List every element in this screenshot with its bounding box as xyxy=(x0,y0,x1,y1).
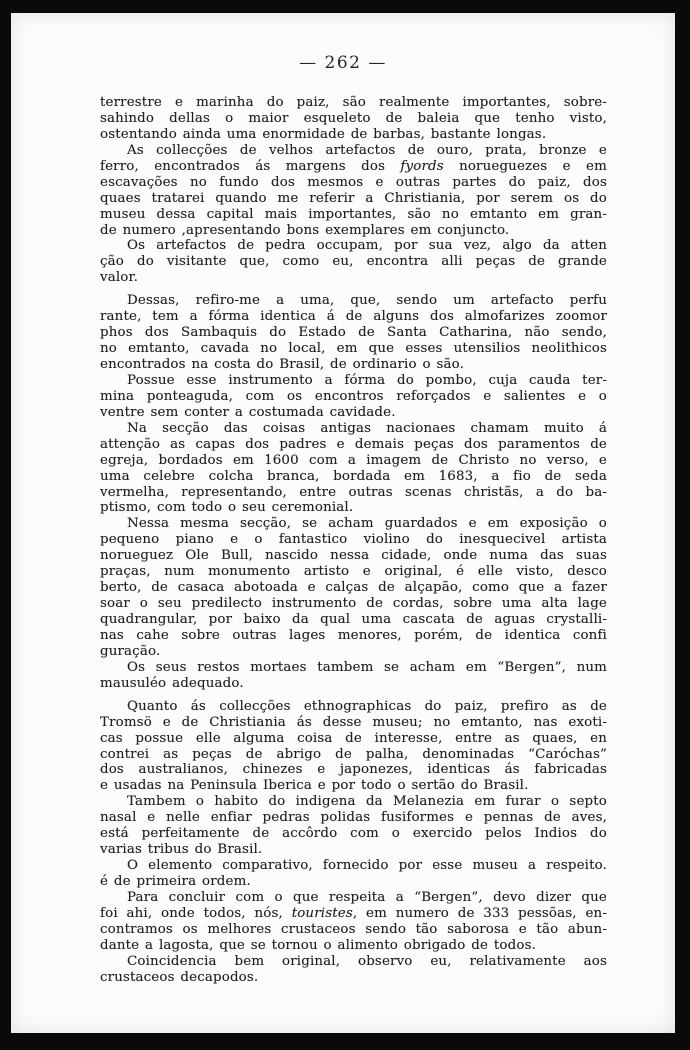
text-line: ptismo, com todo o seu ceremonial. xyxy=(100,500,354,516)
text-line: phos dos Sambaquis do Estado de Santa Catharina, não sendo, xyxy=(100,325,607,341)
text-line: escavações no fundo dos mesmos e outras partes do paiz, dos xyxy=(100,174,607,190)
text-line: quaes tratarei quando me referir a Christiania, por serem os do xyxy=(100,190,607,206)
text-line: dante a lagosta, que se tornou o alimento obrigado de todos. xyxy=(100,937,537,953)
text-line: soar o seu predilecto instrumento de cordas, sobre uma alta lage xyxy=(100,596,607,612)
text-line: pequeno piano e o fantastico violino do inesquecivel artista xyxy=(100,532,607,548)
book-page xyxy=(11,13,675,1033)
text-line: sahindo dellas o maior esqueleto de baleia que tenho visto, xyxy=(100,110,607,126)
text-line: Possue esse instrumento a fórma do pombo, cuja cauda ter- xyxy=(127,372,607,388)
text-line: ostentando ainda uma enormidade de barbas, bastante longas. xyxy=(100,126,547,142)
text-line: foi ahi, onde todos, nós, touristes, em numero de 333 pessõas, en- xyxy=(100,905,607,921)
text-line: uma celebre colcha branca, bordada em 1683, a fio de seda xyxy=(100,468,607,484)
text-line: praças, num monumento artisto e original, é elle visto, desco xyxy=(100,564,607,580)
text-line: crustaceos decapodos. xyxy=(100,969,259,985)
text-line: nasal e nelle enfiar pedras polidas fusiformes e pennas de aves, xyxy=(100,810,607,826)
text-line: Para concluir com o que respeita a “Bergen”, devo dizer que xyxy=(127,889,607,905)
page-text-block xyxy=(100,95,607,986)
text-line: museu dessa capital mais importantes, são no emtanto em gran- xyxy=(100,206,607,222)
page-number: — 262 — xyxy=(299,53,387,73)
text-line: berto, de casaca abotoada e calças de alçapão, como que a fazer xyxy=(100,580,607,596)
text-line: attenção as capas dos padres e demais peças dos paramentos de xyxy=(100,436,607,452)
text-line: norueguez Ole Bull, nascido nessa cidade, onde numa das suas xyxy=(100,548,607,564)
text-line: vermelha, representando, entre outras scenas christãs, a do ba- xyxy=(100,484,607,500)
text-line: egreja, bordados em 1600 com a imagem de Christo no verso, e xyxy=(100,452,607,468)
text-line: mausuléo adequado. xyxy=(100,675,244,691)
text-line: encontrados na costa do Brasil, de ordinario o são. xyxy=(100,357,465,372)
text-line: valor. xyxy=(100,270,138,286)
text-line: guração. xyxy=(100,643,161,659)
text-line: ção do visitante que, como eu, encontra alli peças de grande xyxy=(100,254,607,270)
text-line: de numero ,apresentando bons exemplares em conjuncto. xyxy=(100,222,510,238)
text-line: Dessas, refiro-me a uma, que, sendo um artefacto perfu xyxy=(127,293,607,309)
text-line: Tambem o habito do indigena da Melanezia em furar o septo xyxy=(127,794,607,810)
text-line: contramos os melhores crustaceos sendo tão saborosa e tão abun- xyxy=(100,921,607,937)
text-line: ventre sem conter a costumada cavidade. xyxy=(100,404,396,420)
text-line: está perfeitamente de accôrdo com o exercido pelos Indios do xyxy=(100,826,607,842)
text-line: Tromsö e de Christiania ás desse museu; no emtanto, nas exoti- xyxy=(100,714,607,730)
text-line: Nessa mesma secção, se acham guardados e em exposição o xyxy=(127,516,607,532)
text-line: e usadas na Peninsula Iberica e por todo o sertão do Brasil. xyxy=(100,778,529,794)
text-line: Coincidencia bem original, observo eu, relativamente aos xyxy=(127,953,607,969)
text-line: no emtanto, cavada no local, em que esses utensilios neolithicos xyxy=(100,341,607,357)
text-line: quadrangular, por baixo da qual uma cascata de aguas crystalli- xyxy=(100,612,607,627)
text-line: rante, tem a fórma identica á de alguns dos almofarizes zoomor xyxy=(100,309,607,325)
text-line: mina ponteaguda, com os encontros reforçados e salientes e o xyxy=(100,388,607,404)
text-line: Os seus restos mortaes tambem se acham em “Bergen”, num xyxy=(127,659,607,675)
text-line: ferro, encontrados ás margens dos fyords norueguezes e em xyxy=(100,158,607,174)
text-line: dos australianos, chinezes e japonezes, identicas ás fabricadas xyxy=(100,762,607,778)
text-line: terrestre e marinha do paiz, são realmente importantes, sobre- xyxy=(100,95,607,110)
text-line: O elemento comparativo, fornecido por esse museu a respeito. xyxy=(127,858,607,874)
text-line: As collecções de velhos artefactos de ouro, prata, bronze e xyxy=(127,142,607,158)
text-line: Os artefactos de pedra occupam, por sua vez, algo da atten xyxy=(127,238,607,254)
text-line: cas possue elle alguma coisa de interesse, entre as quaes, en xyxy=(100,730,607,746)
text-line: Quanto ás collecções ethnographicas do paiz, prefiro as de xyxy=(127,698,607,714)
text-line: varias tribus do Brasil. xyxy=(100,842,263,858)
text-line: Na secção das coisas antigas nacionaes chamam muito á xyxy=(127,420,607,436)
text-line: nas cahe sobre outras lages menores, porém, de identica confi xyxy=(100,627,607,643)
text-line: é de primeira ordem. xyxy=(100,874,251,889)
text-line: contrei as peças de abrigo de palha, denominadas “Caróchas” xyxy=(100,746,607,762)
